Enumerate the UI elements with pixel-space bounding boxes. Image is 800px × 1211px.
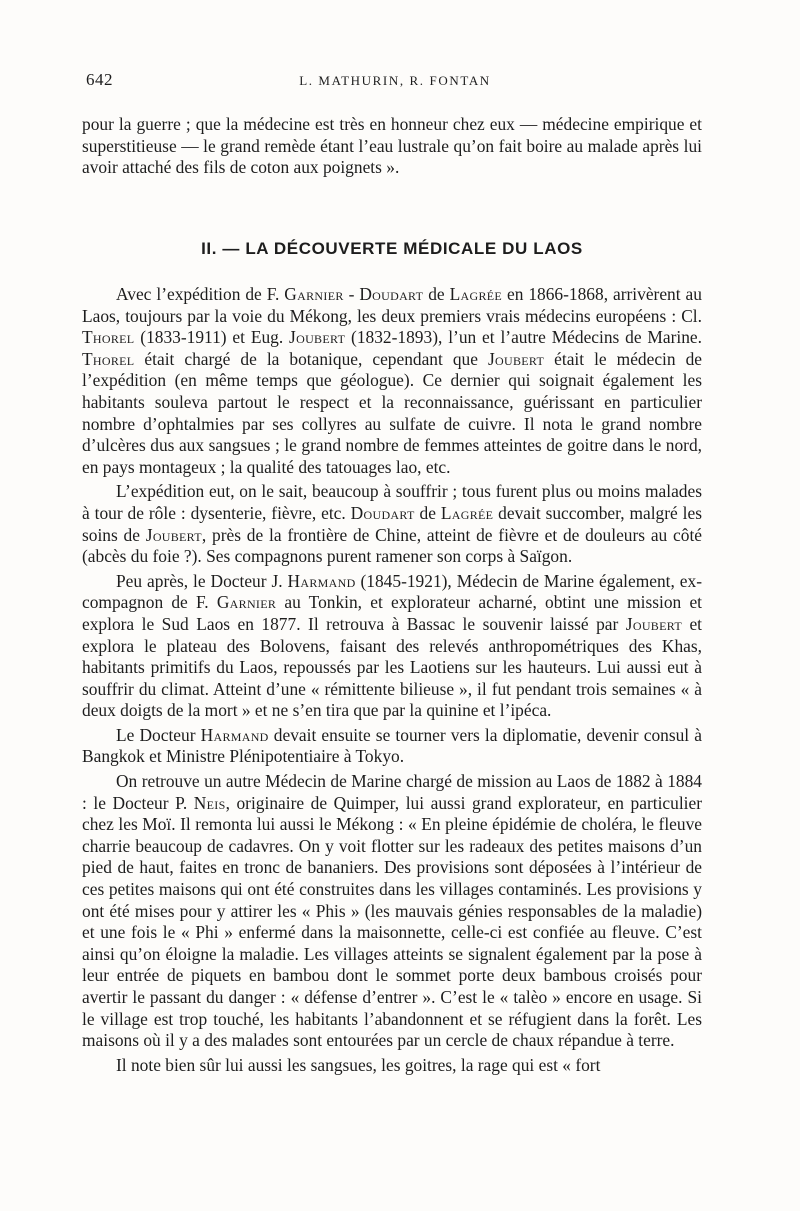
name-thorel: Thorel — [82, 348, 135, 369]
name-joubert: Joubert — [289, 327, 346, 348]
name-neis: Neis — [193, 792, 226, 813]
paragraph-harmand-diplomacy: Le Docteur Harmand devait ensuite se tourner vers la diplomatie, devenir consul à Bangkok et Ministre Plénipotentiaire à Tokyo. — [82, 724, 702, 767]
name-doudart: Doudart — [359, 284, 424, 304]
page-header — [86, 70, 704, 94]
paragraph-expedition-suffering: L’expédition eut, on le sait, beaucoup à souffrir ; tous furent plus ou moins malades à tour de rôle : dysenterie, fièvre, etc. Doudart de Lagrée devait succomber, malgré les soins de Joubert, près de la frontière de Chine, atteint de fièvre et de douleurs au côté (abcès du foie ?). Ses compagnons purent ramener son corps à Saïgon. — [82, 481, 702, 567]
name-joubert: Joubert — [487, 348, 545, 369]
running-head: L. MATHURIN, R. FONTAN — [299, 73, 491, 88]
paragraph-harmand-mission: Peu après, le Docteur J. Harmand (1845-1921), Médecin de Marine également, ex-compagnon de F. Garnier au Tonkin, et explorateur acharné, obtint une mission et explora le Sud Laos en 1877. Il retrouva à Bassac le souvenir laissé par Joubert et explora le plateau des Bolovens, faisant des relevés anthropométriques des Khas, habitants primitifs du Laos, repoussés par les Laotiens sur les hauteurs. Lui aussi eut à souffrir du climat. Atteint d’une « rémittente bilieuse », il fut pendant trois semaines « à deux doigts de la mort » et ne s’en tira que par la quinine et l’ipéca. — [82, 570, 702, 721]
name-harmand: Harmand — [200, 724, 269, 745]
intro-text-block — [82, 114, 702, 179]
section-body — [82, 284, 702, 1076]
section-heading: II. — LA DÉCOUVERTE MÉDICALE DU LAOS — [201, 239, 583, 258]
paragraph-neis-mission: On retrouve un autre Médecin de Marine chargé de mission au Laos de 1882 à 1884 : le Docteur P. Neis, originaire de Quimper, lui aussi grand explorateur, en particulier chez les Moï. Il remonta lui aussi le Mékong : « En pleine épidémie de choléra, le fleuve charrie beaucoup de cadavres. On y voit flotter sur les radeaux des petites maisons d’un pied de haut, faites en tronc de bananiers. Des provisions sont déposées à l’intérieur de ces petites maisons qui ont été construites dans les villages contaminés. Les provisions y ont été mises pour y attirer les « Phis » (les mauvais génies responsables de la maladie) et une fois le « Phi » enfermé dans la maisonnette, celle-ci est confiée au fleuve. C’est ainsi qu’on éloigne la maladie. Les villages atteints se signalent également par la pose à leur entrée de piquets en bambou dont le sommet porte deux bambous croisés pour avertir le passant du danger : « défense d’entrer ». C’est le « talèo » encore en usage. Si le village est trop touché, les habitants l’abandonnent et se réfugient dans la forêt. Les maisons où il y a des malades sont entourées par un cercle de chaux répandue à terre. — [82, 771, 703, 1051]
name-joubert: Joubert — [145, 524, 202, 545]
paragraph-neis-notes: Il note bien sûr lui aussi les sangsues, les goitres, la rage qui est « fort — [116, 1054, 601, 1075]
name-garnier: Garnier — [284, 284, 344, 304]
paragraph-garnier-expedition: Avec l’expédition de F. Garnier - Doudart de Lagrée en 1866-1868, arrivèrent au Laos, toujours par la voie du Mékong, les deux premiers vrais médecins européens : Cl. Thorel (1833-1911) et Eug. Joubert (1832-1893), l’un et l’autre Médecins de Marine. Thorel était chargé de la botanique, cependant que Joubert était le médecin de l’expédition (en même temps que géologue). Ce dernier qui soignait également les habitants souleva partout le respect et la reconnaissance, guérissant en particulier nombre d’ophtalmies par ses collyres au sulfate de cuivre. Il nota le grand nombre d’ulcères dus aux sangsues ; le grand nombre de femmes atteintes de goitre dans le nord, en pays montageux ; la qualité des tatouages lao, etc. — [82, 284, 702, 477]
intro-paragraph: pour la guerre ; que la médecine est très en honneur chez eux — médecine empirique et superstitieuse — le grand remède étant l’eau lustrale qu’on fait boire au malade après lui avoir attaché des fils de coton aux poignets ». — [82, 114, 702, 178]
name-doudart: Doudart — [350, 502, 415, 523]
scan-smudge — [160, 1148, 200, 1160]
name-garnier: Garnier — [216, 592, 277, 613]
name-joubert: Joubert — [625, 613, 682, 634]
name-thorel: Thorel — [82, 327, 135, 348]
page-number: 642 — [86, 70, 113, 89]
name-harmand: Harmand — [287, 570, 356, 591]
name-lagree: Lagrée — [440, 502, 494, 523]
name-lagree: Lagrée — [449, 284, 503, 304]
